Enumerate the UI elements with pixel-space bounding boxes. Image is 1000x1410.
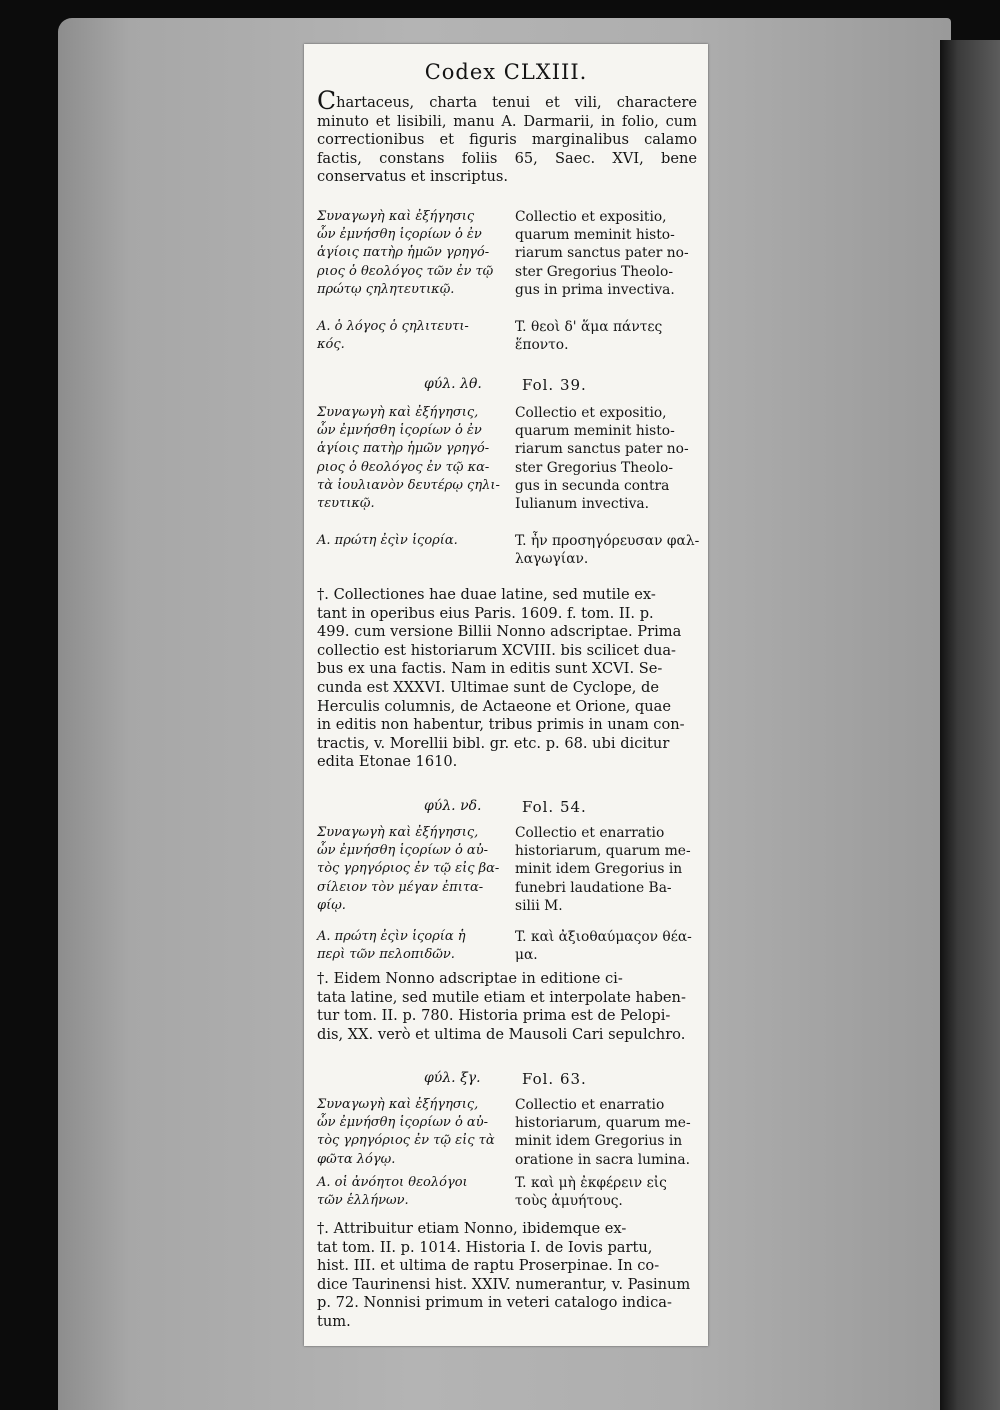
note-line: tur tom. II. p. 780. Historia prima est de Pelopi-	[317, 1007, 671, 1025]
note-line: tat tom. II. p. 1014. Historia I. de Iovis partu,	[317, 1238, 653, 1256]
note-line: †. Attribuitur etiam Nonno, ibidemque ex-	[317, 1220, 627, 1237]
note-line: hist. III. et ultima de raptu Proserpinae. In co-	[317, 1257, 660, 1275]
note-line: tant in operibus eius Paris. 1609. f. tom. II. p.	[317, 604, 654, 622]
latin-folio-2: Fol. 39.	[522, 376, 587, 394]
greek-title-1: Συναγωγὴ καὶ ἐξήγησις ὧν ἐμνήσθη ἱςορίων ὁ ἐν ἁγίοις πατὴρ ἡμῶν γρηγό- ριος ὁ θεολόγος τῶν ἐν τῷ πρώτῳ ςηλητευτικῷ.	[317, 209, 494, 297]
note-line: tum.	[317, 1312, 351, 1330]
latin-title-1: Collectio et expositio, quarum meminit histo- riarum sanctus pater no- ster Gregorius Theolo- gus in prima invectiva.	[515, 209, 689, 298]
greek-incipit-2: A. πρώτη ἐςὶν ἱςορία.	[317, 533, 458, 548]
latin-folio-3: Fol. 54.	[522, 798, 587, 816]
note-2	[317, 970, 697, 1044]
pasted-catalogue-slip	[304, 44, 708, 1346]
note-1	[317, 586, 697, 772]
latin-title-3: Collectio et enarratio historiarum, quarum me- minit idem Gregorius in funebri laudatione Ba- silii M.	[515, 825, 691, 914]
greek-title-4: Συναγωγὴ καὶ ἐξήγησις, ὧν ἐμνήσθη ἱςορίων ὁ αὐ- τὸς γρηγόριος ἐν τῷ εἰς τὰ φῶτα λόγῳ.	[317, 1097, 495, 1167]
latin-title-4: Collectio et enarratio historiarum, quarum me- minit idem Gregorius in oratione in sacra lumina.	[515, 1097, 691, 1168]
greek-incipit-1: A. ὁ λόγος ὁ ςηλιτευτι- κός.	[317, 319, 469, 353]
note-line: in editis non habentur, tribus primis in unam con-	[317, 716, 685, 734]
note-line: 499. cum versione Billii Nonno adscriptae. Prima	[317, 623, 682, 641]
greek-folio-2: φύλ. λθ.	[424, 376, 482, 392]
note-line: tractis, v. Morellii bibl. gr. etc. p. 68. ubi dicitur	[317, 734, 670, 752]
latin-incipit-3: T. καὶ ἀξιοθαύμαςον θέα- μα.	[515, 929, 692, 964]
note-line: edita Etonae 1610.	[317, 753, 458, 771]
latin-incipit-1: T. θεοὶ δ' ἅμα πάντες ἕποντο.	[515, 319, 663, 354]
note-line: p. 72. Nonnisi primum in veteri catalogo indica-	[317, 1294, 672, 1312]
note-line: dis, XX. verò et ultima de Mausoli Cari sepulchro.	[317, 1025, 686, 1043]
latin-incipit-2: T. ἦν προσηγόρευσαν φαλ- λαγωγίαν.	[515, 533, 700, 568]
greek-incipit-3: A. πρώτη ἐςὶν ἱςορία ἡ περὶ τῶν πελοπιδῶν.	[317, 929, 466, 963]
greek-title-2: Συναγωγὴ καὶ ἐξήγησις, ὧν ἐμνήσθη ἱςορίων ὁ ἐν ἁγίοις πατὴρ ἡμῶν γρηγό- ριος ὁ θεολόγος ἐν τῷ κα- τὰ ἰουλιανὸν δευτέρῳ ςηλι- τευτικῷ.	[317, 405, 500, 512]
note-line: tata latine, sed mutile etiam et interpolate haben-	[317, 988, 686, 1006]
greek-title-3: Συναγωγὴ καὶ ἐξήγησις, ὧν ἐμνήσθη ἱςορίων ὁ αὐ- τὸς γρηγόριος ἐν τῷ εἰς βα- σίλειον τὸν μέγαν ἐπιτα- φίῳ.	[317, 825, 500, 913]
latin-incipit-4: T. καὶ μὴ ἐκφέρειν εἰς τοὺς ἀμυήτους.	[515, 1175, 667, 1210]
note-line: dice Taurinensi hist. XXIV. numerantur, v. Pasinum	[317, 1275, 691, 1293]
note-line: cunda est XXXVI. Ultimae sunt de Cyclope, de	[317, 678, 660, 696]
note-line: collectio est historiarum XCVIII. bis scilicet dua-	[317, 641, 676, 659]
book-edge	[940, 40, 1000, 1410]
note-line: †. Collectiones hae duae latine, sed mutile ex-	[317, 586, 656, 603]
note-line: bus ex una factis. Nam in editis sunt XCVI. Se-	[317, 660, 663, 678]
note-line: Herculis columnis, de Actaeone et Orione, quae	[317, 697, 671, 715]
drop-cap: C	[317, 86, 337, 115]
greek-folio-4: φύλ. ξγ.	[424, 1070, 481, 1086]
latin-folio-4: Fol. 63.	[522, 1070, 587, 1088]
description-text: hartaceus, charta tenui et vili, charactere minuto et lisibili, manu A. Darmarii, in folio, cum correctionibus et figuris marginalibus calamo factis, constans foliis 65, Saec. XVI, bene conservatus et inscriptus.	[317, 94, 697, 186]
greek-incipit-4: A. οἱ ἀνόητοι θεολόγοι τῶν ἑλλήνων.	[317, 1175, 468, 1209]
latin-title-2: Collectio et expositio, quarum meminit histo- riarum sanctus pater no- ster Gregorius Theolo- gus in secunda contra Iulianum invectiva.	[515, 405, 689, 513]
note-line: †. Eidem Nonno adscriptae in editione ci-	[317, 970, 623, 987]
codex-title: Codex CLXIII.	[424, 60, 588, 84]
note-3	[317, 1220, 697, 1332]
codex-description	[317, 86, 697, 187]
greek-folio-3: φύλ. νδ.	[424, 798, 482, 814]
